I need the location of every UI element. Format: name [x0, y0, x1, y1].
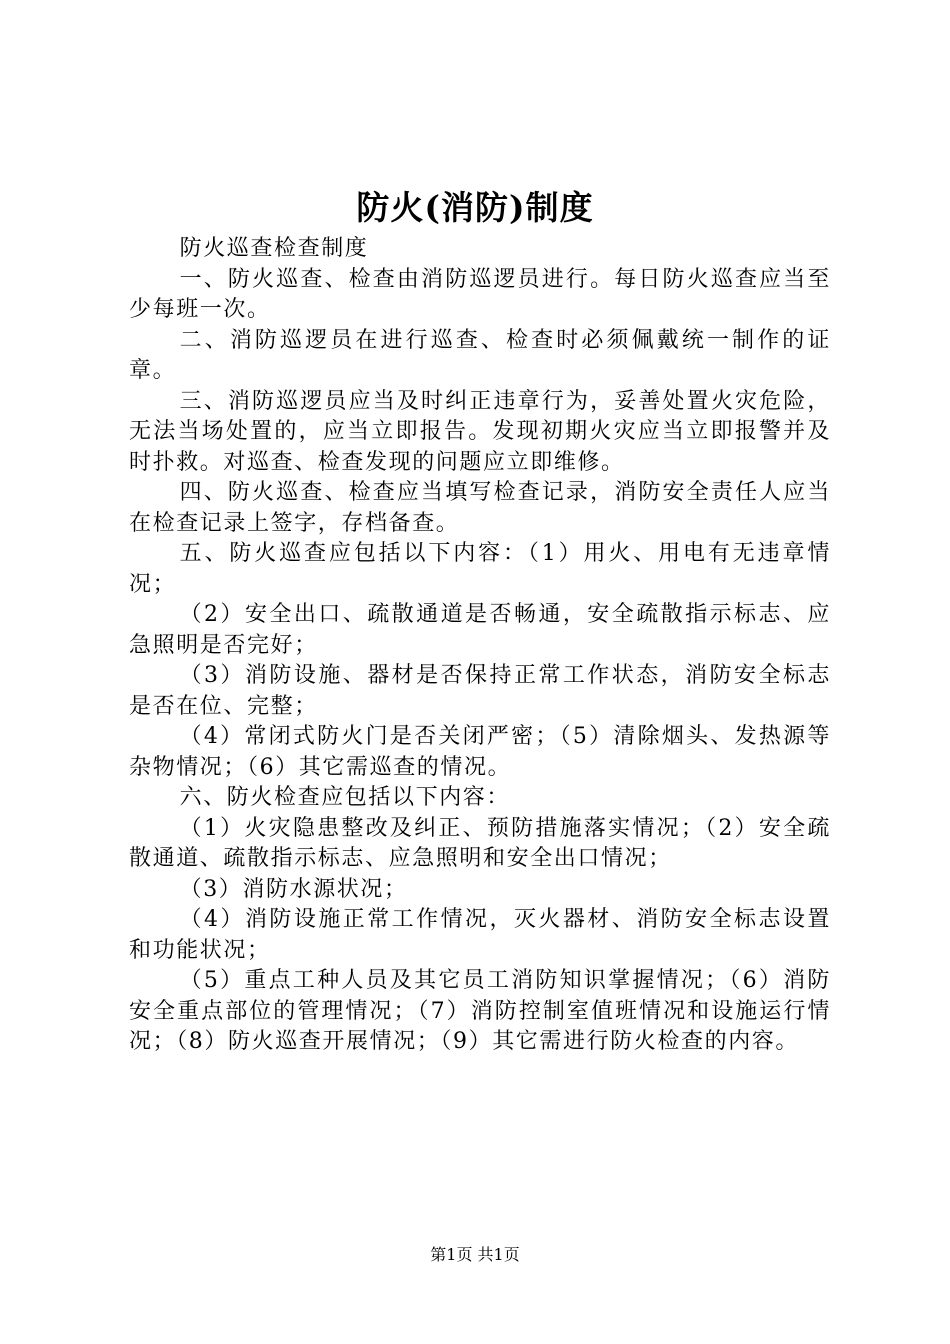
paragraph-5-item-3: （3）消防设施、器材是否保持正常工作状态，消防安全标志是否在位、完整； — [129, 663, 831, 719]
paragraph-6-item-5: （5）重点工种人员及其它员工消防知识掌握情况；（6）消防安全重点部位的管理情况；（7）消防控制室值班情况和设施运行情况；（8）防火巡查开展情况；（9）其它需进行防火检查的内容。 — [129, 968, 831, 1054]
paragraph-6-item-1: （1）火灾隐患整改及纠正、预防措施落实情况；（2）安全疏散通道、疏散指示标志、应急照明和安全出口情况； — [129, 815, 831, 871]
document-body — [129, 234, 831, 1058]
paragraph-2: 二、消防巡逻员在进行巡查、检查时必须佩戴统一制作的证章。 — [129, 327, 831, 383]
paragraph-4: 四、防火巡查、检查应当填写检查记录，消防安全责任人应当在检查记录上签字，存档备查。 — [129, 480, 831, 536]
paragraph-3: 三、消防巡逻员应当及时纠正违章行为，妥善处置火灾危险，无法当场处置的，应当立即报告。发现初期火灾应当立即报警并及时扑救。对巡查、检查发现的问题应立即维修。 — [129, 388, 831, 475]
document-title: 防火(消防)制度 — [356, 188, 594, 227]
paragraph-6-item-4: （4）消防设施正常工作情况，灭火器材、消防安全标志设置和功能状况； — [129, 907, 831, 963]
paragraph-1: 一、防火巡查、检查由消防巡逻员进行。每日防火巡查应当至少每班一次。 — [129, 266, 831, 322]
page-footer: 第1页 共1页 — [430, 1245, 520, 1264]
paragraph-5: 五、防火巡查应包括以下内容：（1）用火、用电有无违章情况； — [129, 541, 831, 597]
paragraph-5-item-4: （4）常闭式防火门是否关闭严密；（5）清除烟头、发热源等杂物情况；（6）其它需巡查的情况。 — [129, 724, 831, 780]
section-heading: 防火巡查检查制度 — [179, 236, 369, 261]
paragraph-5-item-2: （2）安全出口、疏散通道是否畅通，安全疏散指示标志、应急照明是否完好； — [129, 602, 831, 658]
paragraph-6-item-3: （3）消防水源状况； — [179, 876, 408, 902]
paragraph-6: 六、防火检查应包括以下内容： — [179, 785, 510, 810]
